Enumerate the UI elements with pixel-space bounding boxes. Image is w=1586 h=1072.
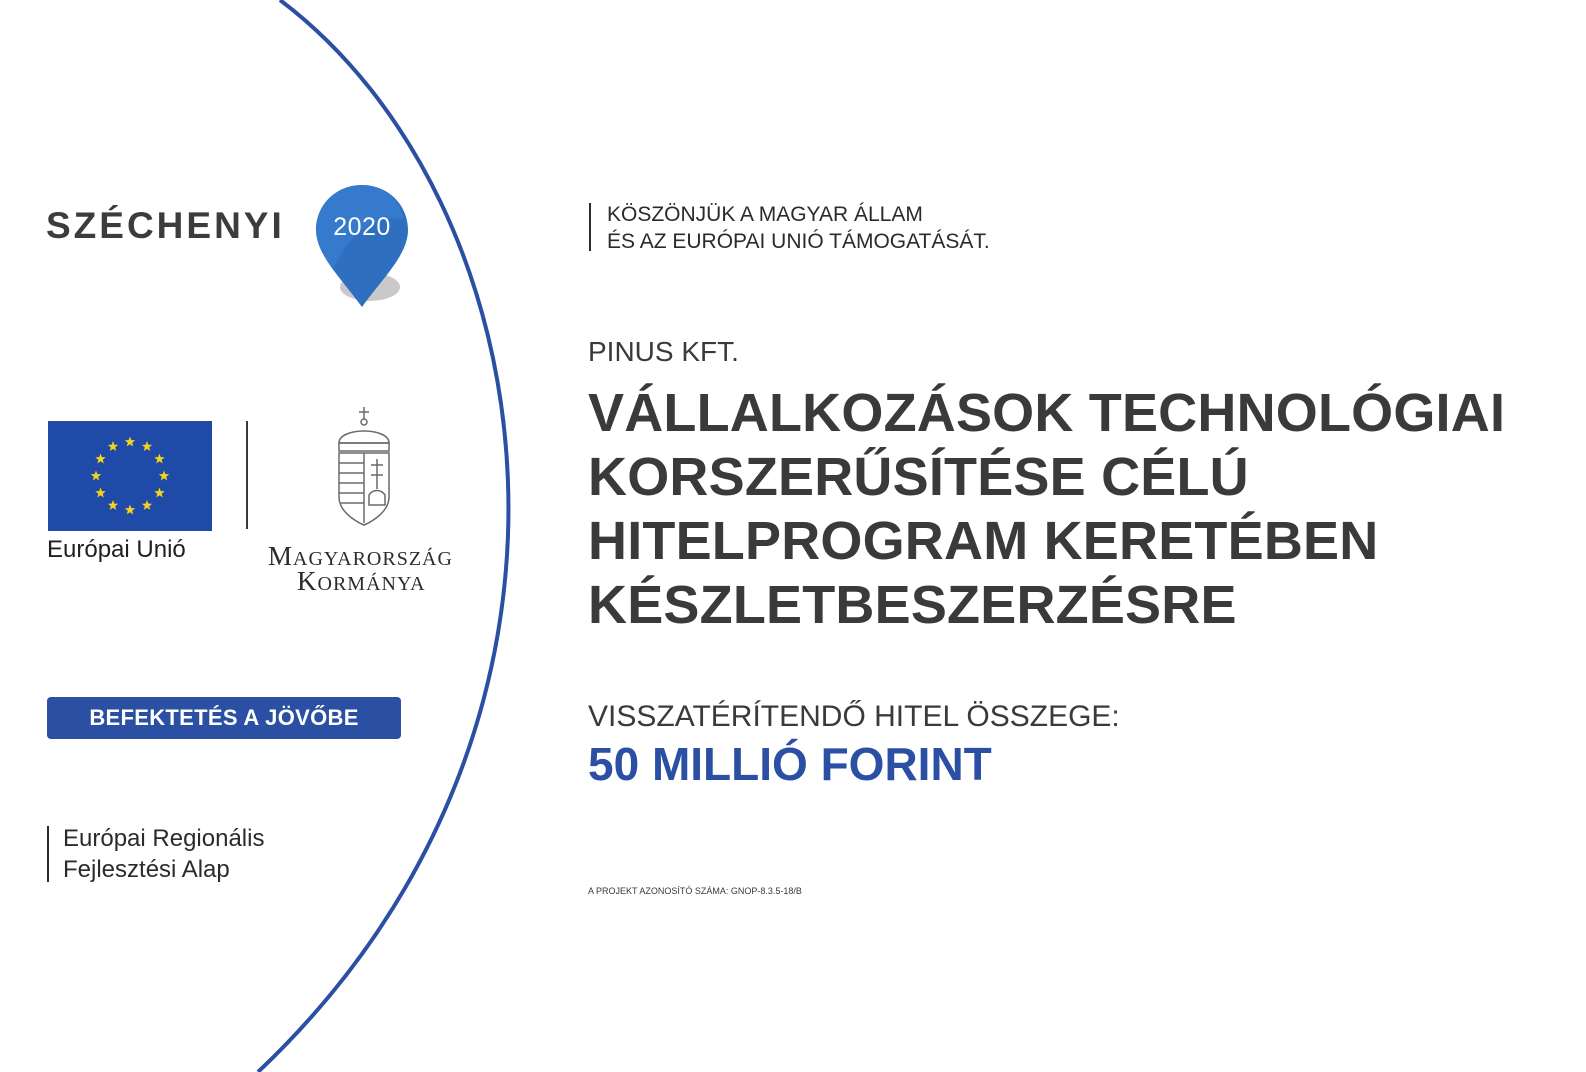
thanks-line-2: ÉS AZ EURÓPAI UNIÓ TÁMOGATÁSÁT. [607, 230, 990, 253]
fund-line-1: Európai Regionális [63, 825, 265, 852]
coat-of-arms-icon [333, 405, 395, 529]
project-headline [588, 381, 1568, 637]
headline-line: HITELPROGRAM KERETÉBEN [588, 511, 1379, 571]
loan-label: VISSZATÉRÍTENDŐ HITEL ÖSSZEGE: [588, 700, 1120, 733]
government-line-1-text: AGYARORSZÁG [293, 548, 453, 570]
fund-line-2: Fejlesztési Alap [63, 856, 230, 883]
government-line-2: KORMÁNYA [297, 566, 426, 596]
fund-bar [47, 826, 49, 882]
thanks-bar [589, 203, 591, 251]
szechenyi-logo-text: SZÉCHENYI [46, 205, 285, 246]
eu-flag-icon [48, 421, 212, 531]
eu-label: Európai Unió [47, 536, 186, 563]
thanks-line-1: KÖSZÖNJÜK A MAGYAR ÁLLAM [607, 203, 923, 226]
government-line-1: MAGYARORSZÁG [268, 541, 453, 571]
loan-amount: 50 MILLIÓ FORINT [588, 738, 992, 790]
location-pin-icon [312, 183, 412, 311]
headline-line: KORSZERŰSÍTÉSE CÉLÚ [588, 447, 1249, 507]
thanks-text [607, 201, 990, 255]
project-id: A PROJEKT AZONOSÍTÓ SZÁMA: GNOP-8.3.5-18/B [588, 886, 802, 896]
logo-divider [246, 421, 248, 529]
headline-line: KÉSZLETBESZERZÉSRE [588, 575, 1237, 635]
szechenyi-logo-year: 2020 [333, 213, 391, 241]
invest-future-badge: BEFEKTETÉS A JÖVŐBE [47, 697, 401, 739]
government-line-2-text: ORMÁNYA [317, 573, 426, 595]
company-name: PINUS KFT. [588, 336, 739, 367]
fund-name [63, 823, 264, 885]
headline-line: VÁLLALKOZÁSOK TECHNOLÓGIAI [588, 383, 1506, 443]
